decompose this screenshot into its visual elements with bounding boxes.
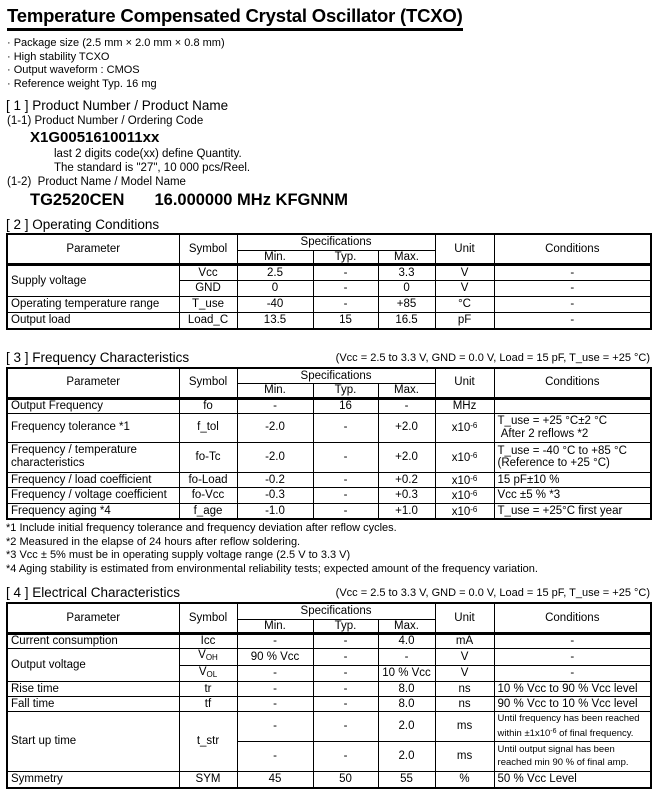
param-cell: Output voltage (7, 649, 179, 682)
symbol-cell: fo (179, 398, 237, 413)
footnote-3: *3 Vcc ± 5% must be in operating supply voltage range (2.5 V to 3.3 V) (6, 549, 351, 561)
conditions-cell (494, 398, 651, 413)
param-cell: Current consumption (7, 634, 179, 649)
max-cell: - (378, 649, 435, 666)
min-cell: - (237, 697, 313, 712)
max-cell: +0.2 (378, 472, 435, 488)
param-cell: Output Frequency (7, 398, 179, 413)
typ-cell: - (313, 649, 378, 666)
min-cell: 90 % Vcc (237, 649, 313, 666)
col-header-parameter: Parameter (7, 368, 179, 399)
table-row (7, 265, 651, 281)
conditions-cell: Vcc ±5 % *3 (494, 488, 651, 504)
operating-conditions-table (6, 233, 652, 330)
unit-cell: mA (435, 634, 494, 649)
col-header-min: Min. (237, 384, 313, 399)
table-row (7, 313, 651, 329)
conditions-cell: - (494, 297, 651, 313)
min-cell: -0.3 (237, 488, 313, 504)
col-header-typ: Typ. (313, 250, 378, 265)
symbol-cell: t_str (179, 712, 237, 772)
symbol-cell: fo-Load (179, 472, 237, 488)
feature-weight: · Reference weight Typ. 16 mg (7, 77, 157, 90)
typ-cell: - (313, 265, 378, 281)
max-cell: +2.0 (378, 442, 435, 472)
conditions-cell: T_use = -40 °C to +85 °C (Reference to +25 °C) (494, 442, 651, 472)
conditions-cell: 10 % Vcc to 90 % Vcc level (494, 682, 651, 697)
param-cell: Start up time (7, 712, 179, 772)
frequency-characteristics-table (6, 367, 652, 521)
model-name (30, 191, 648, 210)
feature-list (7, 37, 648, 91)
conditions-cell: - (494, 313, 651, 329)
table-row (7, 697, 651, 712)
table-row (7, 472, 651, 488)
param-cell: Output load (7, 313, 179, 329)
min-cell: - (237, 742, 313, 772)
conditions-cell: 15 pF±10 % (494, 472, 651, 488)
min-cell: -1.0 (237, 503, 313, 519)
table-row (7, 442, 651, 472)
section4-conditions-note: (Vcc = 2.5 to 3.3 V, GND = 0.0 V, Load = 15 pF, T_use = +25 °C) (335, 587, 650, 599)
col-header-unit: Unit (435, 234, 494, 265)
col-header-min: Min. (237, 619, 313, 634)
col-header-specifications: Specifications (237, 603, 435, 619)
col-header-conditions: Conditions (494, 234, 651, 265)
unit-cell: $x10^{-6}$ (435, 503, 494, 519)
symbol-cell: Vcc (179, 265, 237, 281)
param-cell: Supply voltage (7, 265, 179, 297)
symbol-cell: GND (179, 281, 237, 297)
param-cell: Rise time (7, 682, 179, 697)
conditions-cell: - (494, 649, 651, 666)
section3-conditions-note: (Vcc = 2.5 to 3.3 V, GND = 0.0 V, Load = 15 pF, T_use = +25 °C) (335, 351, 650, 364)
min-cell: 13.5 (237, 313, 313, 329)
section3-heading-row (6, 350, 650, 365)
typ-cell: - (313, 442, 378, 472)
param-cell: Frequency aging *4 (7, 503, 179, 519)
symbol-cell: Load_C (179, 313, 237, 329)
table-row (7, 682, 651, 697)
table-row (7, 297, 651, 313)
table-row (7, 488, 651, 504)
col-header-min: Min. (237, 250, 313, 265)
min-cell: 0 (237, 281, 313, 297)
typ-cell: 15 (313, 313, 378, 329)
section4-heading-row (6, 585, 650, 600)
table-row (7, 772, 651, 788)
col-header-symbol: Symbol (179, 603, 237, 634)
unit-cell: V (435, 649, 494, 666)
conditions-cell: - (494, 281, 651, 297)
sub-label-model-name: (1-2) Product Name / Model Name (7, 176, 186, 188)
symbol-cell: T_use (179, 297, 237, 313)
symbol-cell: fo-Vcc (179, 488, 237, 504)
unit-cell: % (435, 772, 494, 788)
param-cell: Frequency / voltage coefficient (7, 488, 179, 504)
conditions-cell: 50 % Vcc Level (494, 772, 651, 788)
ordering-code: X1G0051610011xx (30, 129, 160, 146)
conditions-cell: 90 % Vcc to 10 % Vcc level (494, 697, 651, 712)
min-cell: 45 (237, 772, 313, 788)
typ-cell: - (313, 413, 378, 442)
conditions-cell: - (494, 634, 651, 649)
max-cell: 4.0 (378, 634, 435, 649)
conditions-cell: Until output signal has been reached min 90 % of final amp. (494, 742, 651, 772)
col-header-max: Max. (378, 619, 435, 634)
ordering-note-1: last 2 digits code(xx) define Quantity. (54, 148, 242, 160)
param-cell: Frequency / load coefficient (7, 472, 179, 488)
col-header-typ: Typ. (313, 384, 378, 399)
typ-cell: - (313, 697, 378, 712)
col-header-unit: Unit (435, 368, 494, 399)
col-header-conditions: Conditions (494, 603, 651, 634)
conditions-cell: - (494, 665, 651, 682)
typ-cell: - (313, 682, 378, 697)
feature-stability: · High stability TCXO (7, 50, 110, 63)
param-cell: Frequency / temperature characteristics (7, 442, 179, 472)
typ-cell: - (313, 472, 378, 488)
symbol-cell: SYM (179, 772, 237, 788)
max-cell: 2.0 (378, 742, 435, 772)
conditions-cell: - (494, 265, 651, 281)
min-cell: -2.0 (237, 413, 313, 442)
unit-cell: ms (435, 742, 494, 772)
table-row (7, 649, 651, 666)
unit-cell: $x10^{-6}$ (435, 488, 494, 504)
table-row (7, 413, 651, 442)
conditions-cell: Until frequency has been reached within $\pm 1x10^{-6}$ of final frequency. (494, 712, 651, 742)
conditions-cell: T_use = +25 °C±2 °C After 2 reflows *2 (494, 413, 651, 442)
table-row (7, 398, 651, 413)
min-cell: - (237, 712, 313, 742)
unit-cell: V (435, 281, 494, 297)
symbol-cell: $V_{OH}$ (179, 649, 237, 666)
min-cell: -40 (237, 297, 313, 313)
typ-cell: 50 (313, 772, 378, 788)
unit-cell: ns (435, 697, 494, 712)
max-cell: - (378, 398, 435, 413)
model-frequency: 16.000000 MHz KFGNNM (154, 191, 348, 209)
footnote-2: *2 Measured in the elapse of 24 hours after reflow soldering. (6, 535, 301, 548)
symbol-cell: tr (179, 682, 237, 697)
symbol-cell: f_age (179, 503, 237, 519)
table-row (7, 503, 651, 519)
frequency-footnotes (6, 522, 648, 576)
param-cell: Symmetry (7, 772, 179, 788)
col-header-parameter: Parameter (7, 603, 179, 634)
col-header-max: Max. (378, 384, 435, 399)
max-cell: 3.3 (378, 265, 435, 281)
col-header-symbol: Symbol (179, 234, 237, 265)
section2-heading: [ 2 ] Operating Conditions (6, 217, 160, 232)
min-cell: - (237, 398, 313, 413)
max-cell: 8.0 (378, 697, 435, 712)
section4-heading: [ 4 ] Electrical Characteristics (6, 585, 181, 600)
max-cell: 0 (378, 281, 435, 297)
footnote-1: *1 Include initial frequency tolerance and frequency deviation after reflow cycles. (6, 522, 397, 534)
footnote-4: *4 Aging stability is estimated from environmental reliability tests; expected amount of the frequency variation. (6, 562, 538, 575)
unit-cell: V (435, 665, 494, 682)
symbol-cell: fo-Tc (179, 442, 237, 472)
min-cell: -2.0 (237, 442, 313, 472)
col-header-max: Max. (378, 250, 435, 265)
symbol-cell: f_tol (179, 413, 237, 442)
typ-cell: - (313, 742, 378, 772)
max-cell: 16.5 (378, 313, 435, 329)
typ-cell: - (313, 503, 378, 519)
col-header-symbol: Symbol (179, 368, 237, 399)
ordering-note-2: The standard is "27", 10 000 pcs/Reel. (54, 162, 251, 174)
min-cell: -0.2 (237, 472, 313, 488)
page-title: Temperature Compensated Crystal Oscillator (TCXO) (7, 5, 463, 31)
param-cell: Operating temperature range (7, 297, 179, 313)
max-cell: 2.0 (378, 712, 435, 742)
feature-package-size: · Package size (2.5 mm × 2.0 mm × 0.8 mm) (7, 37, 225, 49)
table-row (7, 634, 651, 649)
section1-heading: [ 1 ] Product Number / Product Name (6, 98, 229, 113)
col-header-specifications: Specifications (237, 368, 435, 384)
unit-cell: ns (435, 682, 494, 697)
param-cell: Fall time (7, 697, 179, 712)
unit-cell: $x10^{-6}$ (435, 472, 494, 488)
typ-cell: - (313, 712, 378, 742)
unit-cell: $x10^{-6}$ (435, 442, 494, 472)
conditions-cell: T_use = +25°C first year (494, 503, 651, 519)
symbol-cell: Icc (179, 634, 237, 649)
unit-cell: MHz (435, 398, 494, 413)
col-header-unit: Unit (435, 603, 494, 634)
unit-cell: V (435, 265, 494, 281)
model-code: TG2520CEN (30, 191, 125, 209)
max-cell: +1.0 (378, 503, 435, 519)
unit-cell: ms (435, 712, 494, 742)
min-cell: - (237, 682, 313, 697)
min-cell: 2.5 (237, 265, 313, 281)
typ-cell: - (313, 634, 378, 649)
typ-cell: - (313, 281, 378, 297)
typ-cell: - (313, 297, 378, 313)
unit-cell: $x10^{-6}$ (435, 413, 494, 442)
max-cell: 10 % Vcc (378, 665, 435, 682)
min-cell: - (237, 665, 313, 682)
col-header-parameter: Parameter (7, 234, 179, 265)
max-cell: +0.3 (378, 488, 435, 504)
max-cell: 8.0 (378, 682, 435, 697)
max-cell: 55 (378, 772, 435, 788)
param-cell: Frequency tolerance *1 (7, 413, 179, 442)
typ-cell: 16 (313, 398, 378, 413)
max-cell: +85 (378, 297, 435, 313)
symbol-cell: $V_{OL}$ (179, 665, 237, 682)
min-cell: - (237, 634, 313, 649)
typ-cell: - (313, 488, 378, 504)
section3-heading: [ 3 ] Frequency Characteristics (6, 349, 190, 365)
symbol-cell: tf (179, 697, 237, 712)
typ-cell: - (313, 665, 378, 682)
feature-output-waveform: · Output waveform : CMOS (7, 64, 140, 76)
max-cell: +2.0 (378, 413, 435, 442)
unit-cell: pF (435, 313, 494, 329)
electrical-characteristics-table (6, 602, 652, 789)
col-header-specifications: Specifications (237, 234, 435, 250)
table-row (7, 712, 651, 742)
sub-label-ordering-code: (1-1) Product Number / Ordering Code (7, 115, 204, 127)
col-header-typ: Typ. (313, 619, 378, 634)
unit-cell: °C (435, 297, 494, 313)
col-header-conditions: Conditions (494, 368, 651, 399)
